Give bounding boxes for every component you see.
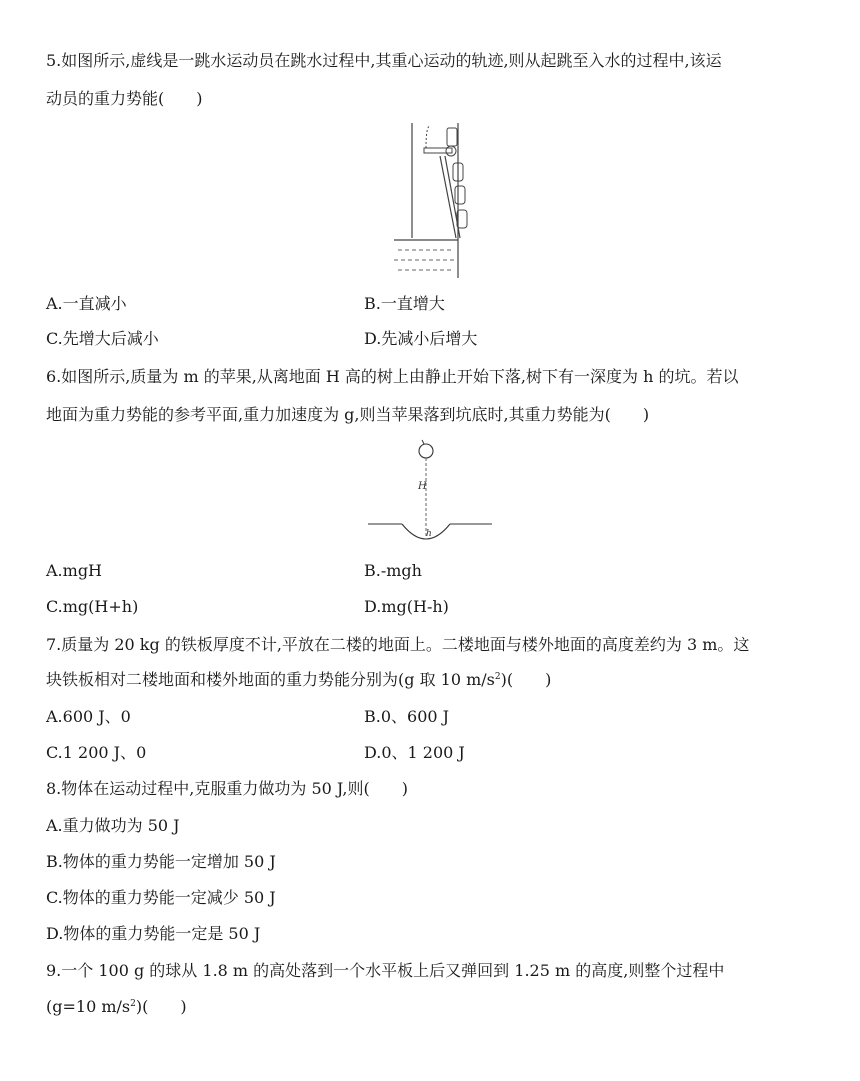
diving-platform-figure [390, 118, 470, 282]
q8-option-d: D.物体的重力势能一定是 50 J [46, 924, 261, 943]
q7-option-c: C.1 200 J、0 [46, 743, 147, 762]
q9-stem-line1: 9.一个 100 g 的球从 1.8 m 的高处落到一个水平板上后又弹回到 1.25 m 的高度,则整个过程中 [46, 961, 725, 980]
q5-option-d: D.先减小后增大 [364, 329, 478, 348]
q7-option-d: D.0、1 200 J [364, 743, 465, 762]
q6-option-b: B.-mgh [364, 561, 422, 580]
q5-option-a: A.一直减小 [46, 294, 127, 313]
q9-stem-line2: (g=10 $m/s^2$)( ) [46, 997, 187, 1016]
q8-option-a: A.重力做功为 50 J [46, 816, 180, 835]
label-h: h [426, 529, 432, 539]
q6-option-a: A.mgH [46, 561, 103, 580]
q8-stem: 8.物体在运动过程中,克服重力做功为 50 J,则( ) [46, 779, 408, 798]
q7-option-b: B.0、600 J [364, 707, 450, 726]
q6-stem-line1: 6.如图所示,质量为 m 的苹果,从离地面 H 高的树上由静止开始下落,树下有一深度为 h 的坑。若以 [46, 367, 739, 386]
q5-option-c: C.先增大后减小 [46, 329, 159, 348]
q8-option-b: B.物体的重力势能一定增加 50 J [46, 852, 276, 871]
q5-option-b: B.一直增大 [364, 294, 445, 313]
q8-option-c: C.物体的重力势能一定减少 50 J [46, 888, 276, 907]
q5-stem-line1: 5.如图所示,虚线是一跳水运动员在跳水过程中,其重心运动的轨迹,则从起跳至入水的过程中,该运 [46, 51, 722, 70]
apple-pit-figure [366, 436, 494, 548]
q5-stem-line2: 动员的重力势能( ) [46, 89, 203, 108]
q6-option-c: C.mg(H+h) [46, 597, 139, 616]
q6-stem-line2: 地面为重力势能的参考平面,重力加速度为 g,则当苹果落到坑底时,其重力势能为( ) [46, 405, 650, 424]
q7-option-a: A.600 J、0 [46, 707, 131, 726]
label-H: H [418, 481, 427, 492]
q7-stem-line2: 块铁板相对二楼地面和楼外地面的重力势能分别为(g 取 10 $m/s^2$)( ) [46, 670, 552, 689]
q6-option-d: D.mg(H-h) [364, 597, 449, 616]
q7-stem-line1: 7.质量为 20 kg 的铁板厚度不计,平放在二楼的地面上。二楼地面与楼外地面的高度差约为 3 m。这 [46, 635, 750, 654]
